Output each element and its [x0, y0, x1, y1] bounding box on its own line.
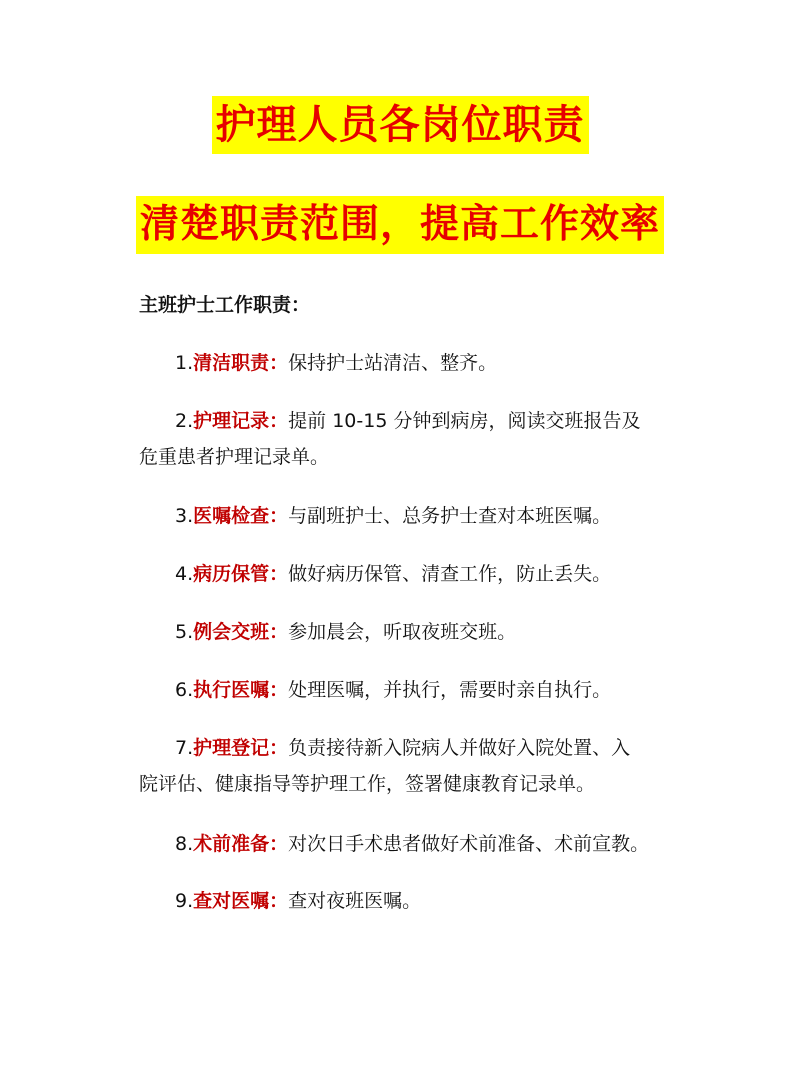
duty-keyword: 术前准备：: [193, 833, 289, 855]
duty-item-line: [139, 345, 679, 381]
subtitle-text: 清楚职责范围，提高工作效率: [136, 196, 664, 254]
main-title: [0, 96, 800, 154]
duty-keyword: 例会交班：: [193, 621, 289, 643]
duty-keyword: 清洁职责：: [193, 352, 289, 374]
duty-keyword: 护理记录：: [193, 410, 289, 432]
duty-number: 5.: [175, 621, 194, 643]
duty-number: 9.: [175, 890, 194, 912]
duty-item-4: [139, 556, 679, 592]
section-heading: 主班护士工作职责：: [139, 294, 311, 316]
subtitle: [0, 196, 800, 254]
duty-item-2: [139, 403, 679, 475]
duty-text: 与副班护士、总务护士查对本班医嘱。: [288, 505, 612, 527]
duty-text: 处理医嘱，并执行，需要时亲自执行。: [288, 679, 612, 701]
duty-item-7: [139, 730, 679, 802]
duty-keyword: 查对医嘱：: [193, 890, 289, 912]
duty-item-6: [139, 672, 679, 708]
duty-item-8: [139, 826, 679, 862]
duty-item-line: [139, 498, 679, 534]
duty-text: 保持护士站清洁、整齐。: [288, 352, 498, 374]
duty-number: 8.: [175, 833, 194, 855]
duty-text: 查对夜班医嘱。: [288, 890, 422, 912]
duty-item-1: [139, 345, 679, 381]
duty-item-line: [139, 403, 679, 439]
duty-keyword: 病历保管：: [193, 563, 289, 585]
duty-continuation: 院评估、健康指导等护理工作，签署健康教育记录单。: [139, 773, 596, 795]
duty-item-line: [139, 730, 679, 766]
duty-item-line: [139, 614, 679, 650]
duty-continuation: 危重患者护理记录单。: [139, 446, 330, 468]
duty-item-5: [139, 614, 679, 650]
duty-keyword: 执行医嘱：: [193, 679, 289, 701]
duty-item-3: [139, 498, 679, 534]
main-title-text: 护理人员各岗位职责: [212, 96, 589, 154]
duty-item-line: [139, 826, 679, 862]
duty-text: 参加晨会，听取夜班交班。: [288, 621, 517, 643]
duty-item-line: [139, 672, 679, 708]
duty-keyword: 医嘱检查：: [193, 505, 289, 527]
duty-number: 6.: [175, 679, 194, 701]
duty-number: 3.: [175, 505, 194, 527]
duty-text: 做好病历保管、清查工作，防止丢失。: [288, 563, 612, 585]
duty-text: 对次日手术患者做好术前准备、术前宣教。: [288, 833, 650, 855]
duty-item-line: [139, 556, 679, 592]
duty-keyword: 护理登记：: [193, 737, 289, 759]
duty-number: 2.: [175, 410, 194, 432]
duty-item-9: [139, 883, 679, 919]
duty-text: 提前 10-15 分钟到病房，阅读交班报告及: [288, 410, 641, 432]
duty-number: 4.: [175, 563, 194, 585]
duty-number: 1.: [175, 352, 194, 374]
duty-text: 负责接待新入院病人并做好入院处置、入: [288, 737, 631, 759]
duty-item-line: [139, 883, 679, 919]
duty-number: 7.: [175, 737, 194, 759]
